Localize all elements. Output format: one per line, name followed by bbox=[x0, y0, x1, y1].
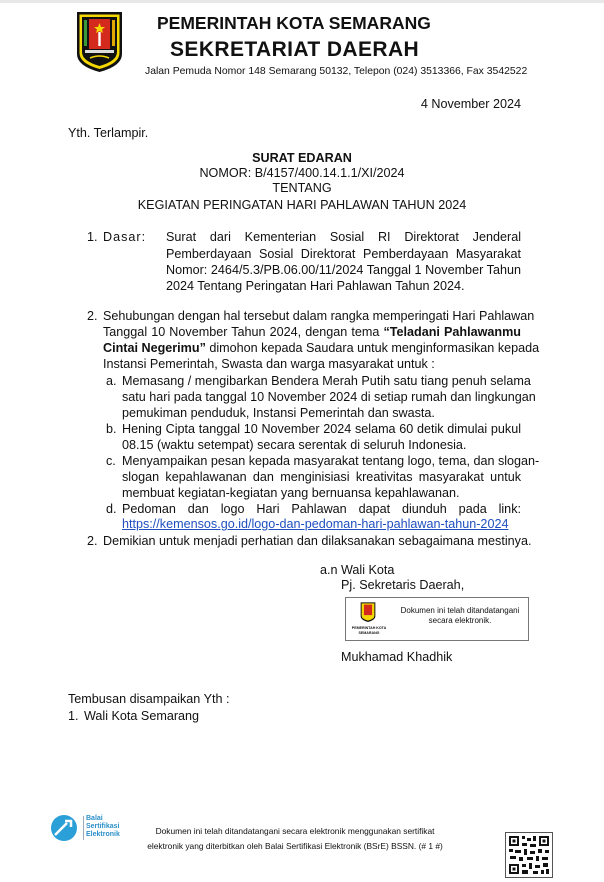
semarang-crest-logo bbox=[75, 10, 124, 73]
closing-text: Demikian untuk menjadi perhatian dan dilaksanakan sebagaimana mestinya. bbox=[103, 534, 532, 548]
bsre-divider bbox=[83, 816, 84, 840]
stamp-logo-caption: PEMERINTAH KOTA SEMARANG bbox=[351, 626, 387, 635]
guideline-link[interactable]: https://kemensos.go.id/logo-dan-pedoman-hari-pahlawan-tahun-2024 bbox=[122, 517, 509, 531]
basis-line: Pemberdayaan Sosial Direktorat Pemberdayaan Masyarakat bbox=[166, 247, 521, 261]
point-number: 1. bbox=[87, 230, 98, 244]
point2-text: dimohon kepada Saudara untuk menginformasikan kepada bbox=[209, 341, 540, 355]
office-address: Jalan Pemuda Nomor 148 Semarang 50132, Telepon (024) 3513366, Fax 3542522 bbox=[145, 66, 528, 77]
item-line: slogan kepahlawanan dan menginisiasi kreativitas masyarakat untuk bbox=[122, 470, 521, 484]
item-letter: b. bbox=[106, 422, 117, 436]
signer-name: Mukhamad Khadhik bbox=[341, 650, 453, 664]
point-number: 2. bbox=[87, 309, 98, 323]
item-line: Menyampaikan pesan kepada masyarakat tentang logo, tema, dan slogan- bbox=[122, 454, 540, 468]
item-line: Pedoman dan logo Hari Pahlawan dapat diunduh pada link: bbox=[122, 502, 521, 516]
letter-subject: KEGIATAN PERINGATAN HARI PAHLAWAN TAHUN 2024 bbox=[137, 198, 467, 212]
item-line: 08.15 (waktu setempat) secara serentak di seluruh Indonesia. bbox=[122, 438, 467, 452]
item-letter: d. bbox=[106, 502, 117, 516]
office-name: SEKRETARIAT DAERAH bbox=[170, 38, 420, 61]
point2-line: Sehubungan dengan hal tersebut dalam rangka memperingati Hari Pahlawan bbox=[103, 309, 535, 323]
item-line: satu hari pada tanggal 10 November 2024 di setiap rumah dan lingkungan bbox=[122, 390, 536, 404]
basis-line: 2024 Tentang Peringatan Hari Pahlawan Tahun 2024. bbox=[166, 279, 465, 293]
point-number: 2. bbox=[87, 534, 98, 548]
semarang-crest-small-icon bbox=[360, 601, 376, 623]
letter-date: 4 November 2024 bbox=[420, 97, 521, 111]
letter-type: SURAT EDARAN bbox=[252, 151, 352, 165]
electronic-signature-box bbox=[345, 597, 529, 641]
basis-line: Surat dari Kementerian Sosial RI Direktorat Jenderal bbox=[166, 230, 521, 244]
point2-line: Instansi Pemerintah, Swasta dan warga masyarakat untuk : bbox=[103, 357, 435, 371]
item-line: membuat kegiatan-kegiatan yang bernuansa kepahlawanan. bbox=[122, 486, 460, 500]
point2-text: Tanggal 10 November Tahun 2024, dengan tema bbox=[103, 325, 380, 339]
bsre-logo-text: Balai Sertifikasi Elektronik bbox=[86, 815, 120, 838]
government-name: PEMERINTAH KOTA SEMARANG bbox=[157, 13, 431, 33]
footer-text: Dokumen ini telah ditandatangani secara elektronik menggunakan sertifikat bbox=[155, 826, 435, 836]
item-line: Memasang / mengibarkan Bendera Merah Putih satu tiang penuh selama bbox=[122, 374, 531, 388]
signer-position: Pj. Sekretaris Daerah, bbox=[341, 578, 465, 592]
point2-line bbox=[103, 324, 521, 340]
bsre-logo bbox=[50, 814, 80, 842]
addressee: Yth. Terlampir. bbox=[68, 126, 149, 140]
footer-text: elektronik yang diterbitkan oleh Balai Sertifikasi Elektronik (BSrE) BSSN. (# 1 #) bbox=[147, 841, 443, 851]
cc-title: Tembusan disampaikan Yth : bbox=[68, 692, 230, 706]
item-letter: a. bbox=[106, 374, 117, 388]
basis-label: Dasar: bbox=[103, 230, 147, 244]
stamp-text: Dokumen ini telah ditandatangani bbox=[400, 606, 520, 615]
about-label: TENTANG bbox=[272, 181, 332, 195]
item-line: Hening Cipta tanggal 10 November 2024 selama 60 detik dimulai pukul bbox=[122, 422, 521, 436]
stamp-text: secara elektronik. bbox=[428, 616, 492, 625]
item-letter: c. bbox=[106, 454, 116, 468]
point2-line bbox=[103, 340, 540, 356]
qr-code bbox=[505, 832, 553, 878]
letter-number: NOMOR: B/4157/400.14.1.1/XI/2024 bbox=[199, 166, 405, 180]
theme-text: Cintai Negerimu” bbox=[103, 341, 206, 355]
basis-line: Nomor: 2464/5.3/PB.06.00/11/2024 Tanggal 1 November Tahun bbox=[166, 263, 521, 277]
theme-text: “Teladani Pahlawanmu bbox=[383, 325, 521, 339]
page-top-edge bbox=[0, 0, 604, 3]
cc-number: 1. bbox=[68, 709, 79, 723]
on-behalf-label: a.n Wali Kota bbox=[320, 563, 395, 577]
cc-item: Wali Kota Semarang bbox=[84, 709, 200, 723]
item-line: pemukiman penduduk, Instansi Pemerintah dan swasta. bbox=[122, 406, 435, 420]
